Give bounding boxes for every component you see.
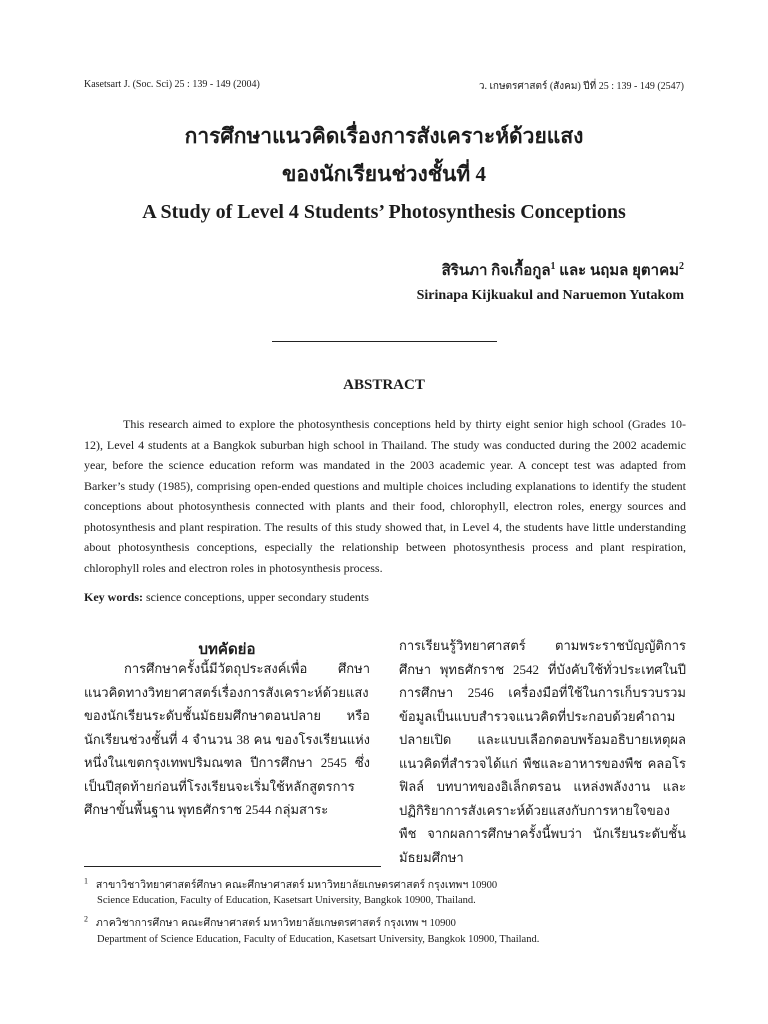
abstract-heading: ABSTRACT <box>343 377 425 393</box>
author-affiliation-mark-2: 2 <box>679 261 684 272</box>
thai-abstract-right-column: การเรียนรู้วิทยาศาสตร์ ตามพระราชบัญญัติการศึกษา พุทธศักราช 2542 ที่บังคับใช้ทั่วประเทศในปีการศึกษา 2546 เครื่องมือที่ใช้ในการเก็บรวบรวมข้อมูลเป็นแบบสำรวจแนวคิดที่ประกอบด้วยคำถามปลายเปิด และแบบเลือกตอบพร้อมอธิบายเหตุผล แนวคิดที่สำรวจได้แก่ พืชและอาหารของพืช คลอโรฟิลล์ บทบาทของอิเล็กตรอน แหล่งพลังงาน และปฏิกิริยาการสังเคราะห์ด้วยแสงกับการหายใจของพืช จากผลการศึกษาครั้งนี้พบว่า นักเรียนระดับชั้นมัธยมศึกษา <box>399 638 686 865</box>
title-thai-line2: ของนักเรียนช่วงชั้นที่ 4 <box>282 162 486 186</box>
keywords-label: Key words: <box>84 590 143 604</box>
title-thai-line1: การศึกษาแนวคิดเรื่องการสังเคราะห์ด้วยแสง <box>184 124 584 148</box>
author-thai-1: สิรินภา กิจเกื้อกูล <box>441 263 551 279</box>
keywords <box>84 590 369 605</box>
running-header-english: Kasetsart J. (Soc. Sci) 25 : 139 - 149 (2004) <box>84 79 260 90</box>
authors-english: Sirinapa Kijkuakul and Naruemon Yutakom <box>416 288 684 303</box>
thai-abstract-left-column <box>84 657 370 822</box>
footnote-2-thai <box>84 914 456 931</box>
abstract-body <box>84 414 686 578</box>
abstract-text: This research aimed to explore the photosynthesis conceptions held by thirty eight senior high school (Grades 10-12), Level 4 students at a Bangkok suburban high school in Thailand. The study was conducted during the 2002 academic year, before the science education reform was mandated in the 2003 academic year. A concept test was adapted from Barker’s study (1985), comprising open-ended questions and multiple choices including explanations to identify the student conceptions about photosynthesis connected with plants and their food, chlorophyll, electron roles, energy sources and photosynthesis and plant respiration. The results of this study showed that, in Level 4, the students have little understanding about photosynthesis conceptions, especially the relationship between photosynthesis process and plant respiration, chlorophyll roles and electron roles in photosynthesis process. <box>84 417 686 575</box>
footnote-1-thai-text: สาขาวิชาวิทยาศาสตร์ศึกษา คณะศึกษาศาสตร์ มหาวิทยาลัยเกษตรศาสตร์ กรุงเทพฯ 10900 <box>95 880 498 891</box>
thai-abstract-heading: บทคัดย่อ <box>198 642 256 658</box>
thai-abstract-left-text: การศึกษาครั้งนี้มีวัตถุประสงค์เพื่อ ศึกษาแนวคิดทางวิทยาศาสตร์เรื่องการสังเคราะห์ด้วยแสง ของนักเรียนระดับชั้นมัธยมศึกษาตอนปลาย หรือนักเรียนช่วงชั้นที่ 4 จำนวน 38 คน ของโรงเรียนแห่งหนึ่งในเขตกรุงเทพปริมณฑล ปีการศึกษา 2545 ซึ่งเป็นปีสุดท้ายก่อนที่โรงเรียนจะเริ่มใช้หลักสูตรการศึกษาขั้นพื้นฐาน พุทธศักราช 2544 กลุ่มสาระ <box>84 661 370 817</box>
author-affiliation-mark-1: 1 <box>550 261 556 272</box>
authors-thai <box>442 258 684 282</box>
footnote-2-mark: 2 <box>84 914 88 924</box>
running-header-thai: ว. เกษตรศาสตร์ (สังคม) ปีที่ 25 : 139 - 149 (2547) <box>478 81 684 92</box>
footnote-2-english: Department of Science Education, Faculty of Education, Kasetsart University, Bangkok 10900, Thailand. <box>97 934 540 945</box>
footnote-2-thai-text: ภาควิชาการศึกษา คณะศึกษาศาสตร์ มหาวิทยาลัยเกษตรศาสตร์ กรุงเทพ ฯ 10900 <box>95 918 456 929</box>
footnote-divider <box>84 866 381 867</box>
footnote-1-thai <box>84 876 497 893</box>
authors-thai-conjunction: และ <box>555 263 590 279</box>
author-thai-2: นฤมล ยุตาคม <box>589 263 679 279</box>
footnote-1-mark: 1 <box>84 876 88 886</box>
footnote-1-english: Science Education, Faculty of Education, Kasetsart University, Bangkok 10900, Thailand. <box>97 895 476 906</box>
title-divider <box>272 341 497 342</box>
keywords-list: science conceptions, upper secondary students <box>143 590 369 604</box>
title-english: A Study of Level 4 Students’ Photosynthesis Conceptions <box>142 201 626 223</box>
